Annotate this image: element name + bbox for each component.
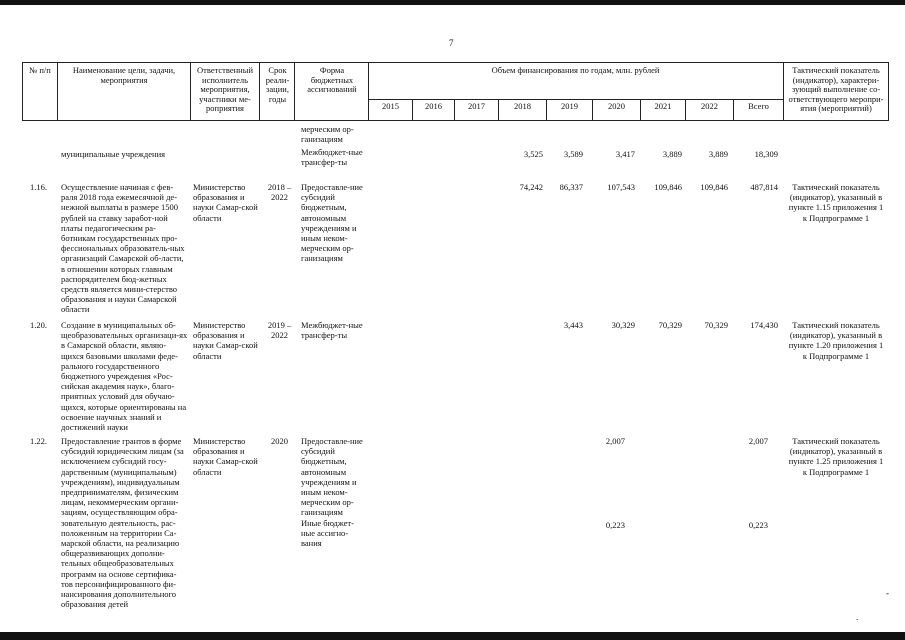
row-value-2020: 30,329 bbox=[611, 320, 635, 330]
header-year-2016: 2016 bbox=[425, 101, 442, 111]
continuation-value-2018: 3,525 bbox=[523, 149, 543, 159]
row-executor: Министерство образования и науки Самар-ской области bbox=[193, 182, 258, 223]
header-year-2022: 2022 bbox=[701, 101, 718, 111]
header-col-executor: Ответственный исполнитель мероприятия, участники ме-роприятия bbox=[197, 65, 253, 113]
row-term: 2020 bbox=[271, 436, 288, 446]
header-year-2019: 2019 bbox=[561, 101, 578, 111]
row-indicator: Тактический показатель (индикатор), указанный в пункте 1.15 приложения 1 к Подпрограмме 1 bbox=[788, 182, 884, 223]
page-number: 7 bbox=[449, 38, 454, 48]
header-year-2015: 2015 bbox=[382, 101, 399, 111]
continuation-form-tail: мерческим ор-ганизациям bbox=[301, 124, 354, 145]
row-value-2021: 109,846 bbox=[654, 182, 682, 192]
header-col-term: Срок реали-зации, годы bbox=[265, 65, 290, 104]
row-indicator: Тактический показатель (индикатор), указанный в пункте 1.25 приложения 1 к Подпрограмме 1 bbox=[788, 436, 884, 477]
row-value-total: 487,814 bbox=[750, 182, 778, 192]
row-number: 1.22. bbox=[30, 436, 47, 446]
continuation-value-2019: 3,589 bbox=[563, 149, 583, 159]
header-total: Всего bbox=[748, 101, 769, 111]
row-executor: Министерство образования и науки Самар-ской области bbox=[193, 320, 258, 361]
row-value-2018: 74,242 bbox=[519, 182, 543, 192]
row-value-2019: 86,337 bbox=[559, 182, 583, 192]
row-number: 1.16. bbox=[30, 182, 47, 192]
row-form-other: Иные бюджет-ные ассигно-вания bbox=[301, 518, 354, 549]
row-name: Предоставление грантов в форме субсидий юридическим лицам (за исключением субсидий госу-дарственным (муниципальным) учреждениям), индивидуальным предпринимателям, физическим лицам, некоммерческим органи-зациям, осуществляющим обра-зовательную деятельность, рас-положенным на территории Са-марской области, на реализацию общеразвивающих дополни-тельных общеобразовательных программ на основе сертифика-тов персонифицированного фи-нансирования дополнительного образования детей bbox=[61, 436, 184, 610]
row-indicator: Тактический показатель (индикатор), указанный в пункте 1.20 приложения 1 к Подпрограмме 1 bbox=[788, 320, 884, 361]
row-name: Создание в муниципальных об-щеобразовательных организаци-ях в Самарской области, являю-щихся базовыми школами феде-рального государственного бюджетного учреждения «Рос-сийская академия наук», благо-приятных условий для обучаю-щихся, которые ориентированы на освоение научных знаний и достижений науки bbox=[61, 320, 188, 433]
row-value-2021: 70,329 bbox=[658, 320, 682, 330]
header-year-2021: 2021 bbox=[654, 101, 672, 111]
header-col-number: № п/п bbox=[29, 65, 51, 75]
continuation-name-tail: муниципальные учреждения bbox=[61, 149, 166, 159]
continuation-value-2021: 3,889 bbox=[662, 149, 682, 159]
continuation-form-interbudget: Межбюджет-ные трансфер-ты bbox=[301, 147, 363, 168]
row-value-2020-other: 0,223 bbox=[605, 520, 625, 530]
margin-mark: . bbox=[856, 612, 859, 622]
header-col-indicator: Тактический показатель (индикатор), характери-зующий выполнение со-ответствующего меропри-ятия (мероприятий) bbox=[788, 65, 884, 113]
header-year-2017: 2017 bbox=[468, 101, 485, 111]
header-col-form: Форма бюджетных ассигнований bbox=[307, 65, 357, 94]
row-term: 2019 – 2022 bbox=[267, 320, 292, 341]
header-year-2020: 2020 bbox=[608, 101, 625, 111]
header-year-2018: 2018 bbox=[514, 101, 531, 111]
row-value-total: 2,007 bbox=[748, 436, 768, 446]
row-value-total: 174,430 bbox=[750, 320, 778, 330]
row-executor: Министерство образования и науки Самар-ской области bbox=[193, 436, 258, 477]
row-form: Предоставле-ние субсидий бюджетным, автономным учреждениям и иным неком-мерческим ор-ганизациям bbox=[301, 436, 363, 518]
row-number: 1.20. bbox=[30, 320, 47, 330]
row-value-2022: 109,846 bbox=[700, 182, 728, 192]
header-col-finance: Объем финансирования по годам, млн. рублей bbox=[491, 65, 660, 75]
top-scan-border bbox=[0, 0, 905, 5]
row-value-total-other: 0,223 bbox=[748, 520, 768, 530]
bottom-scan-border bbox=[0, 632, 905, 640]
row-value-2020: 107,543 bbox=[607, 182, 635, 192]
header-col-name: Наименование цели, задачи, мероприятия bbox=[72, 65, 176, 85]
row-name: Осуществление начиная с фев-раля 2018 года ежемесячной де-нежной выплаты в размере 1500 рублей на ставку заработ-ной платы педагогическим ра-ботникам государственных про-фессиональных образователь-ных организаций Самарской об-ласти, в отношении которых главным распорядителем бюд-жетных средств является мини-стерство образования и науки Самарской области bbox=[61, 182, 185, 315]
row-term: 2018 – 2022 bbox=[267, 182, 292, 203]
row-value-2020: 2,007 bbox=[605, 436, 625, 446]
row-value-2022: 70,329 bbox=[704, 320, 728, 330]
row-form: Предоставле-ние субсидий бюджетным, автономным учреждениям и иным неком-мерческим ор-ганизациям bbox=[301, 182, 363, 264]
row-form: Межбюджет-ные трансфер-ты bbox=[301, 320, 363, 341]
continuation-value-total: 18,309 bbox=[754, 149, 778, 159]
margin-mark: - bbox=[886, 588, 889, 598]
row-value-2019: 3,443 bbox=[563, 320, 583, 330]
continuation-value-2020: 3,417 bbox=[615, 149, 635, 159]
continuation-value-2022: 3,889 bbox=[708, 149, 728, 159]
